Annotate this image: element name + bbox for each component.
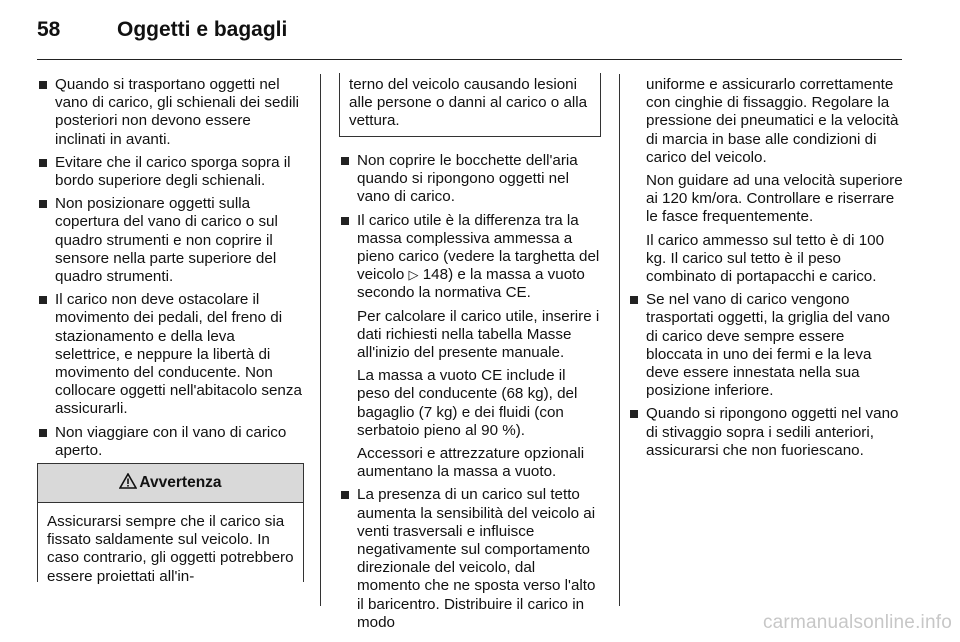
list-item: Quando si ripongono oggetti nel vano di stivaggio sopra i sedili anteriori, assicurarsi che non fuoriescano.	[628, 405, 903, 460]
page-header	[0, 0, 960, 60]
warning-continuation: terno del veicolo causando lesioni alle persone o danni al carico o alla vettura.	[339, 73, 601, 137]
page-reference-icon: ▷	[408, 267, 419, 283]
header-divider	[37, 59, 902, 60]
column-divider	[619, 74, 620, 606]
list-item: Quando si trasportano oggetti nel vano di carico, gli schienali dei sedili posteriori non devono essere inclinati in avanti.	[37, 76, 303, 149]
list-item	[339, 212, 602, 303]
paragraph: Accessori e attrezzature opzionali aumentano la massa a vuoto.	[357, 445, 585, 481]
list-item: Il carico non deve ostacolare il movimento dei pedali, del freno di stazionamento e della leva selettrice, e neppure la libertà di movimento del conducente. Non collocare oggetti nell'abitacolo senza assicurarli.	[37, 291, 303, 418]
column-1	[37, 76, 303, 465]
list-item-text: Il carico utile è la differenza tra la massa complessiva ammessa a pieno carico (vedere la targhetta del veicolo	[357, 211, 600, 284]
list-item: Non coprire le bocchette dell'aria quando si ripongono oggetti nel vano di carico.	[339, 152, 602, 207]
page-number: 58	[37, 18, 61, 41]
paragraph: uniforme e assicurarlo correttamente con cinghie di fissaggio. Regolare la pressione dei pneumatici e la velocità di marcia in base alle condizioni di carico del veicolo.	[646, 76, 899, 166]
paragraph: La massa a vuoto CE include il peso del conducente (68 kg), del bagaglio (7 kg) e dei fluidi (con serbatoio pieno al 90 %).	[357, 367, 578, 439]
page-reference: 148	[422, 266, 449, 284]
paragraph: Per calcolare il carico utile, inserire i dati richiesti nella tabella Masse all'inizio del presente manuale.	[357, 307, 600, 362]
list-item-text: ) e la massa a vuoto secondo la normativa CE.	[357, 266, 585, 302]
page-title: Oggetti e bagagli	[117, 18, 288, 41]
list-item: Non posizionare oggetti sulla copertura del vano di carico o sul quadro strumenti e non coprire il sensore nella parte superiore del quadro strumenti.	[37, 195, 303, 286]
list-item: Evitare che il carico sporga sopra il bordo superiore degli schienali.	[37, 154, 303, 190]
list-item: Se nel vano di carico vengono trasportati oggetti, la griglia del vano di carico deve sempre essere bloccata in uno dei fermi e la leva deve essere innestata nella sua posizione inferiore.	[628, 291, 903, 400]
warning-title: Avvertenza	[139, 474, 222, 491]
warning-header	[38, 464, 303, 503]
warning-box	[37, 463, 304, 585]
watermark: carmanualsonline.info	[762, 612, 952, 633]
column-3	[628, 76, 903, 465]
column-2	[339, 152, 602, 637]
column-divider	[320, 74, 321, 606]
paragraph: Non guidare ad una velocità superiore ai 120 km/ora. Controllare e riserrare le fasce frequentemente.	[646, 172, 903, 226]
warning-body: Assicurarsi sempre che il carico sia fissato saldamente sul veicolo. In caso contrario, gli oggetti potrebbero essere proiettati all'in-	[47, 513, 294, 585]
list-item: Non viaggiare con il vano di carico aperto.	[37, 424, 303, 460]
list-item: La presenza di un carico sul tetto aumenta la sensibilità del veicolo ai venti trasversali e influisce negativamente sul comportamento direzionale del veicolo, dal momento che ne sposta verso l'alto il baricentro. Distribuire il carico in modo	[339, 486, 602, 632]
paragraph: Il carico ammesso sul tetto è di 100 kg. Il carico sul tetto è il peso combinato di portapacchi e carico.	[646, 231, 885, 286]
warning-triangle-icon	[119, 473, 137, 494]
